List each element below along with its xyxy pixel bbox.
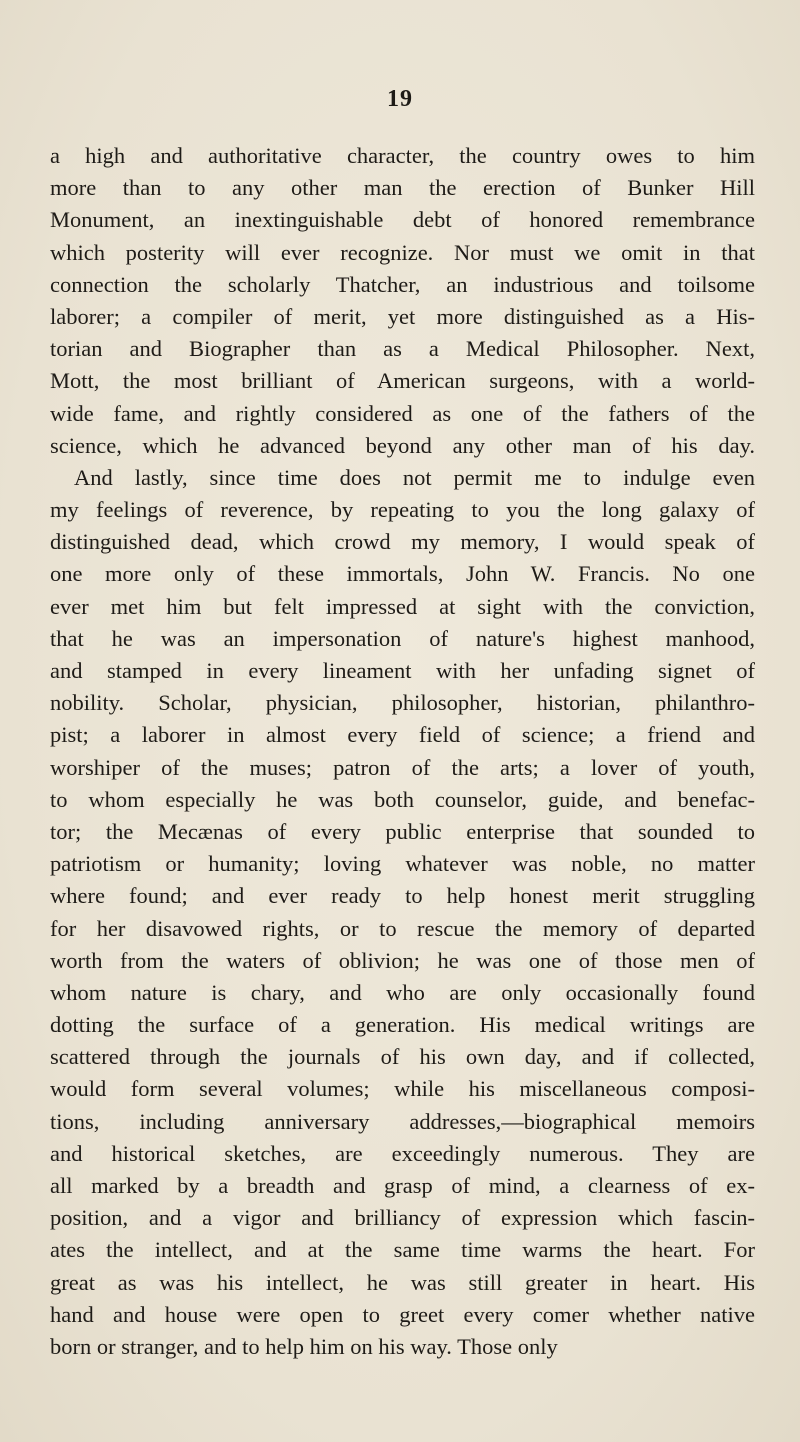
text-line: distinguished dead, which crowd my memory, I would speak of (50, 529, 755, 555)
text-line: all marked by a breadth and grasp of mind, a clearness of ex- (50, 1173, 755, 1198)
text-line: my feelings of reverence, by repeating to you the long galaxy of (50, 497, 755, 523)
text-line: connection the scholarly Thatcher, an industrious and toilsome (50, 271, 755, 297)
text-line: ates the intellect, and at the same time warms the heart. For (50, 1237, 755, 1263)
text-line: to whom especially he was both counselor, guide, and benefac- (50, 786, 755, 812)
text-line: tor; the Mecænas of every public enterprise that sounded to (50, 818, 755, 844)
text-line: And lastly, since time does not permit me to indulge even (74, 464, 755, 490)
body-text (50, 140, 755, 1363)
text-line: and stamped in every lineament with her unfading signet of (50, 658, 755, 683)
text-line: wide fame, and rightly considered as one of the fathers of the (50, 400, 755, 426)
text-line: and historical sketches, are exceedingly numerous. They are (50, 1140, 755, 1166)
text-line: Mott, the most brilliant of American surgeons, with a world- (50, 368, 755, 394)
text-line: more than to any other man the erection of Bunker Hill (50, 175, 755, 201)
text-line: dotting the surface of a generation. His medical writings are (50, 1012, 755, 1038)
text-line: nobility. Scholar, physician, philosopher, historian, philanthro- (50, 690, 755, 716)
text-line: a high and authoritative character, the country owes to him (50, 143, 755, 168)
text-line: great as was his intellect, he was still greater in heart. His (50, 1269, 755, 1295)
text-line: laborer; a compiler of merit, yet more distinguished as a His- (50, 303, 755, 329)
text-line: which posterity will ever recognize. Nor must we omit in that (50, 239, 755, 265)
text-line: science, which he advanced beyond any other man of his day. (50, 432, 755, 458)
text-line: position, and a vigor and brilliancy of expression which fascin- (50, 1205, 755, 1231)
text-line: for her disavowed rights, or to rescue the memory of departed (50, 915, 755, 941)
text-line: worshiper of the muses; patron of the arts; a lover of youth, (50, 754, 755, 780)
text-line: tions, including anniversary addresses,—biographical memoirs (50, 1108, 755, 1134)
text-line: one more only of these immortals, John W. Francis. No one (50, 561, 755, 587)
text-line: that he was an impersonation of nature's highest manhood, (50, 625, 755, 651)
text-line: hand and house were open to greet every comer whether native (50, 1301, 755, 1327)
page-number: 19 (387, 86, 413, 112)
text-line: whom nature is chary, and who are only occasionally found (50, 979, 755, 1005)
text-line: scattered through the journals of his own day, and if collected, (50, 1044, 755, 1070)
text-line: pist; a laborer in almost every field of science; a friend and (50, 722, 755, 748)
text-line: where found; and ever ready to help honest merit struggling (50, 883, 755, 909)
text-line: torian and Biographer than as a Medical Philosopher. Next, (50, 336, 755, 362)
text-line: worth from the waters of oblivion; he was one of those men of (50, 947, 755, 973)
text-line: Monument, an inextinguishable debt of honored remembrance (50, 207, 755, 233)
text-line: ever met him but felt impressed at sight with the conviction, (50, 593, 755, 619)
text-line: would form several volumes; while his miscellaneous composi- (50, 1076, 755, 1102)
text-line: born or stranger, and to help him on his way. Those only (50, 1333, 558, 1359)
text-line: patriotism or humanity; loving whatever was noble, no matter (50, 851, 755, 877)
